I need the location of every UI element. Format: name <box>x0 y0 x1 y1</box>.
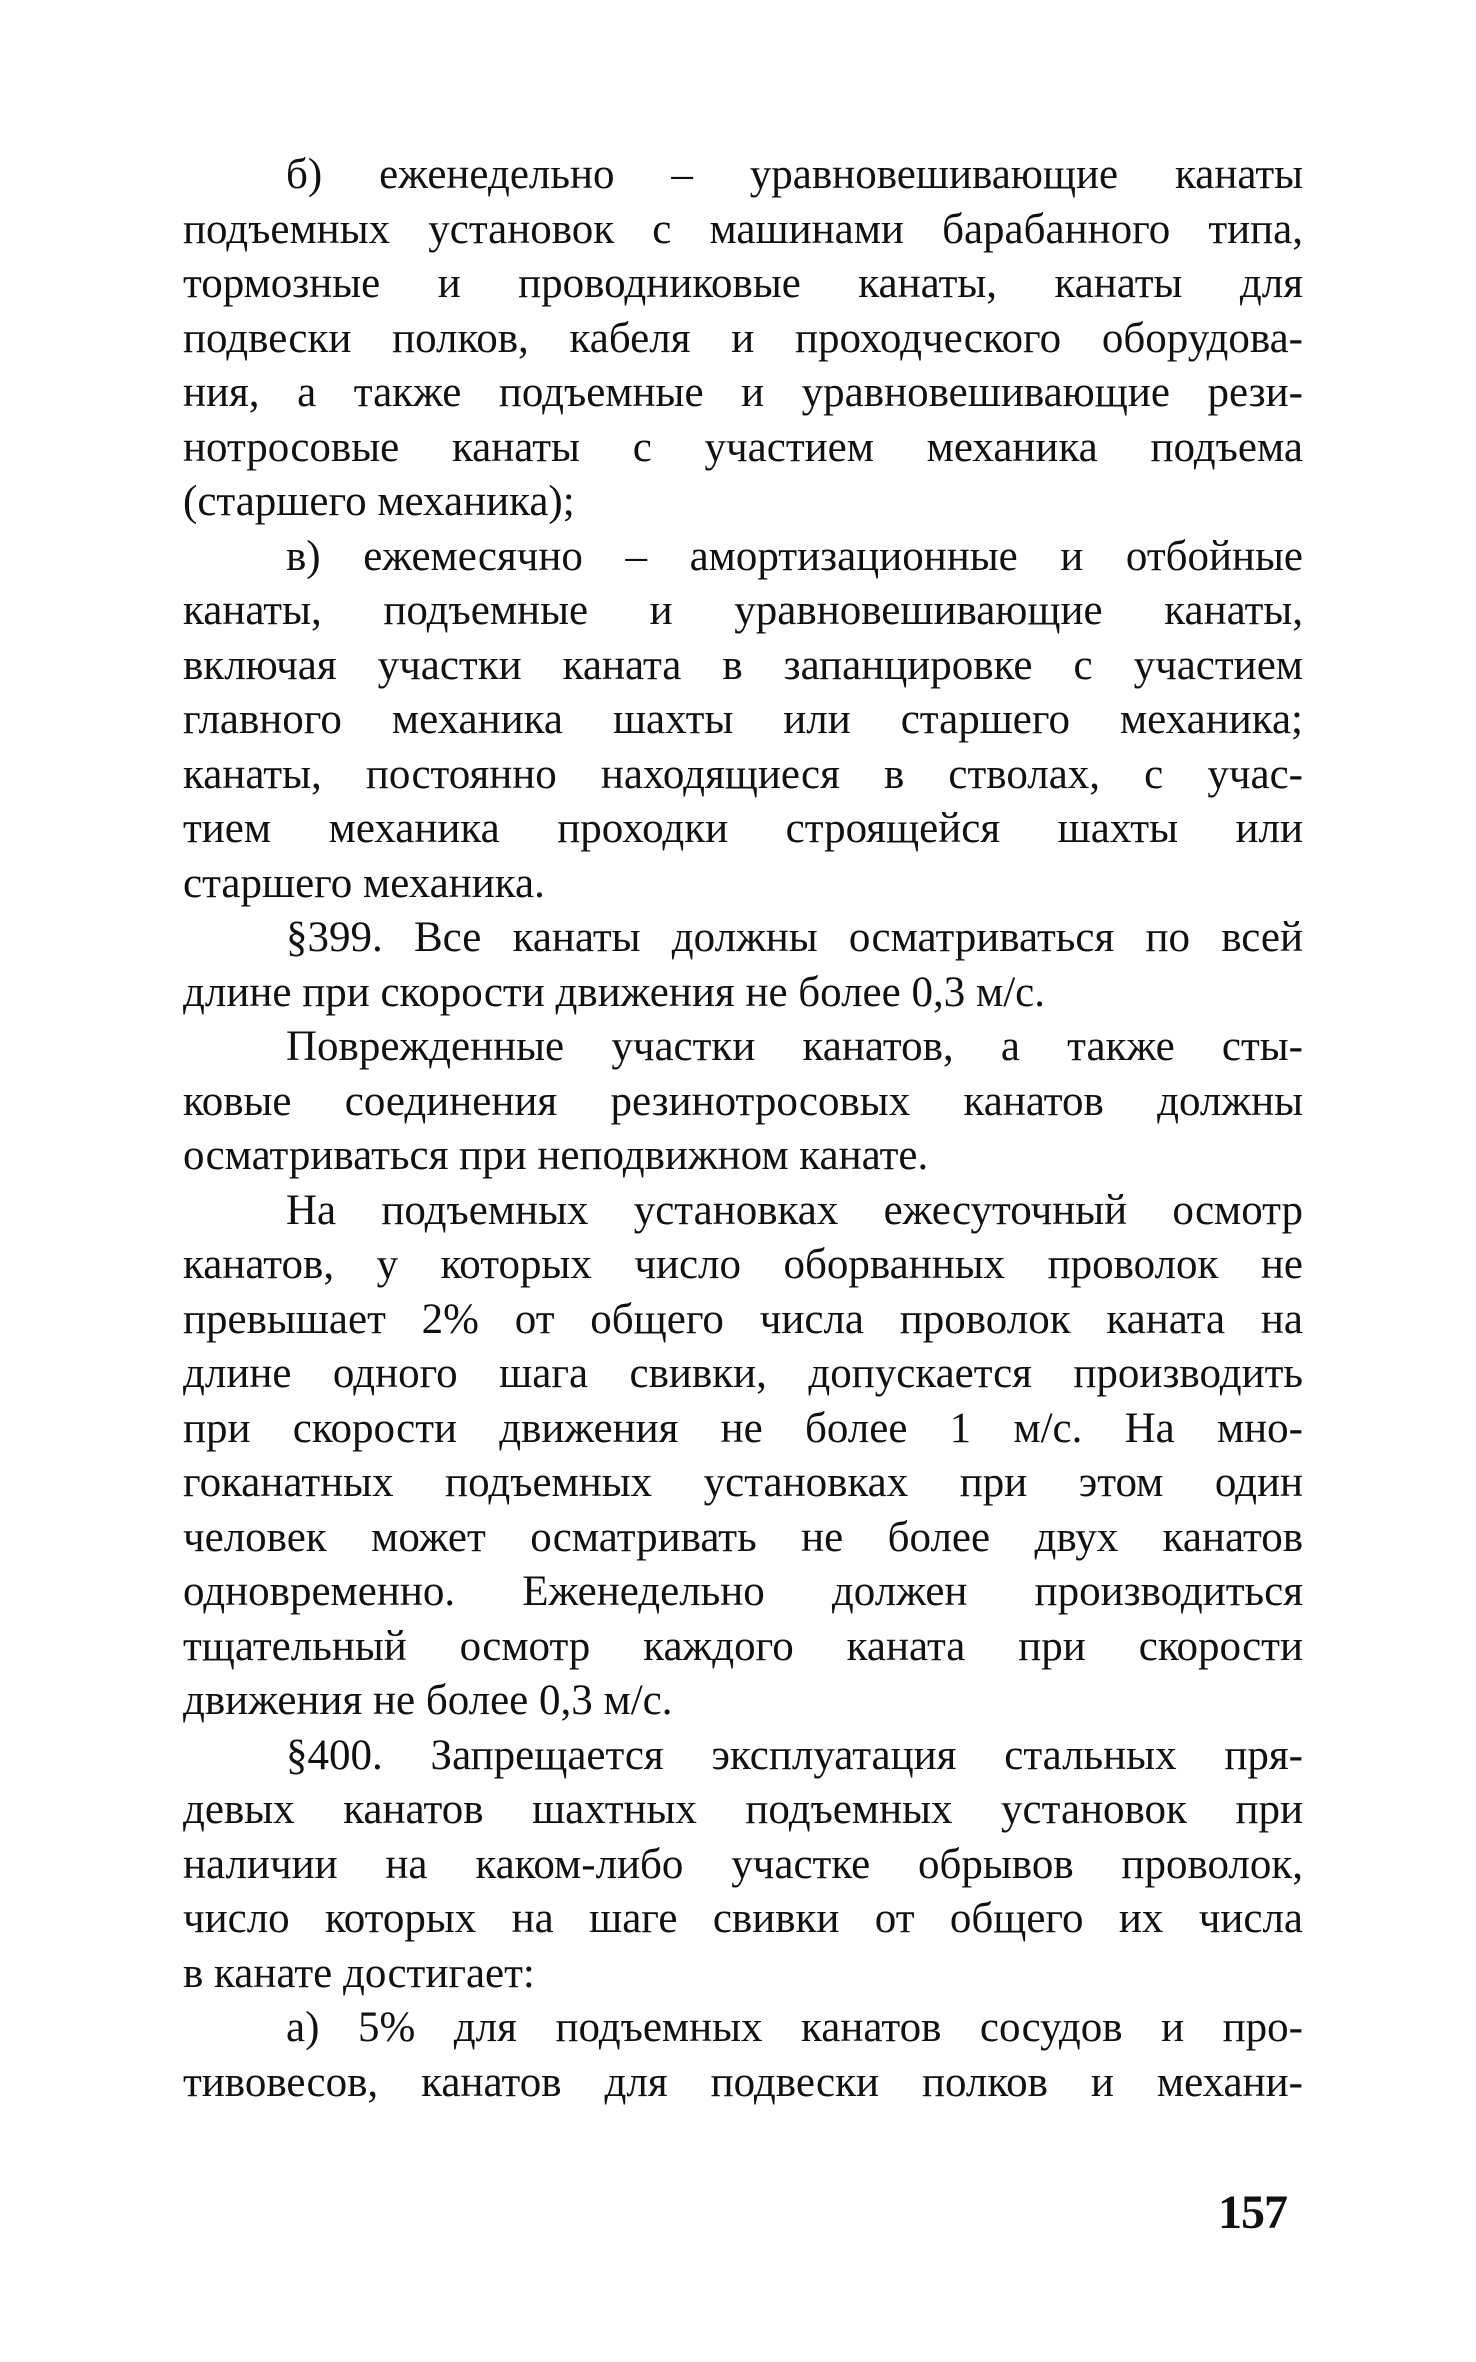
text-line: гоканатных подъемных установках при этом один <box>183 1459 1303 1506</box>
text-line: подвески полков, кабеля и проходческого оборудова- <box>183 314 1303 362</box>
paragraph-section-400 <box>183 1729 1303 2002</box>
paragraph-daily-inspection <box>183 1184 1303 1729</box>
text-line: девых канатов шахтных подъемных установок при <box>183 1786 1303 1833</box>
text-line: число которых на шаге свивки от общего их числа <box>183 1895 1303 1942</box>
text-line: ния, а также подъемные и уравновешивающие рези- <box>183 369 1303 416</box>
paragraph-item-a <box>183 2001 1303 2110</box>
text-line: при скорости движения не более 1 м/с. На мно- <box>183 1404 1303 1452</box>
text-line: §400. Запрещается эксплуатация стальных пря- <box>286 1731 1303 1779</box>
text-line: (старшего механика); <box>183 478 575 525</box>
text-line: канатов, у которых число оборванных проволок не <box>183 1241 1303 1288</box>
paragraph-section-399 <box>183 911 1303 1020</box>
paragraph-damaged-sections <box>183 1020 1303 1184</box>
text-line: а) 5% для подъемных канатов сосудов и про- <box>286 2004 1303 2051</box>
page-number: 157 <box>1218 2186 1287 2239</box>
text-line: превышает 2% от общего числа проволок каната на <box>183 1295 1303 1343</box>
text-line: тормозные и проводниковые канаты, канаты для <box>183 260 1303 307</box>
text-line: включая участки каната в запанцировке с участием <box>183 641 1303 689</box>
text-line: §399. Все канаты должны осматриваться по всей <box>286 914 1303 961</box>
text-line: ковые соединения резинотросовых канатов должны <box>183 1077 1303 1125</box>
text-line: длине одного шага свивки, допускается производить <box>183 1350 1303 1397</box>
text-line: тием механика проходки строящейся шахты или <box>183 805 1303 852</box>
text-line: На подъемных установках ежесуточный осмотр <box>286 1186 1303 1234</box>
text-line: длине при скорости движения не более 0,3 м/с. <box>183 968 1045 1016</box>
text-line: подъемных установок с машинами барабанного типа, <box>183 205 1303 253</box>
text-line: нотросовые канаты с участием механика подъема <box>183 423 1303 471</box>
text-line: Поврежденные участки канатов, а также сты- <box>286 1023 1303 1070</box>
text-line: одновременно. Еженедельно должен производиться <box>183 1568 1303 1615</box>
paragraph-weekly-inspection <box>183 148 1303 530</box>
text-line: тщательный осмотр каждого каната при скорости <box>183 1622 1303 1670</box>
paragraph-monthly-inspection <box>183 530 1303 912</box>
text-line: канаты, постоянно находящиеся в стволах, с учас- <box>183 750 1303 798</box>
text-line: б) еженедельно – уравновешивающие канаты <box>286 151 1303 198</box>
text-line: главного механика шахты или старшего механика; <box>183 696 1303 743</box>
text-line: в) ежемесячно – амортизационные и отбойные <box>286 532 1303 580</box>
text-line: старшего механика. <box>183 859 545 907</box>
text-line: канаты, подъемные и уравновешивающие канаты, <box>183 587 1303 634</box>
text-line: человек может осматривать не более двух канатов <box>183 1513 1303 1561</box>
text-line: наличии на каком-либо участке обрывов проволок, <box>183 1840 1303 1888</box>
text-line: в канате достигает: <box>183 1949 535 1997</box>
page-body <box>183 148 1303 2110</box>
text-line: тивовесов, канатов для подвески полков и механи- <box>183 2058 1303 2106</box>
text-line: осматриваться при неподвижном канате. <box>183 1132 929 1179</box>
text-line: движения не более 0,3 м/с. <box>183 1677 673 1724</box>
